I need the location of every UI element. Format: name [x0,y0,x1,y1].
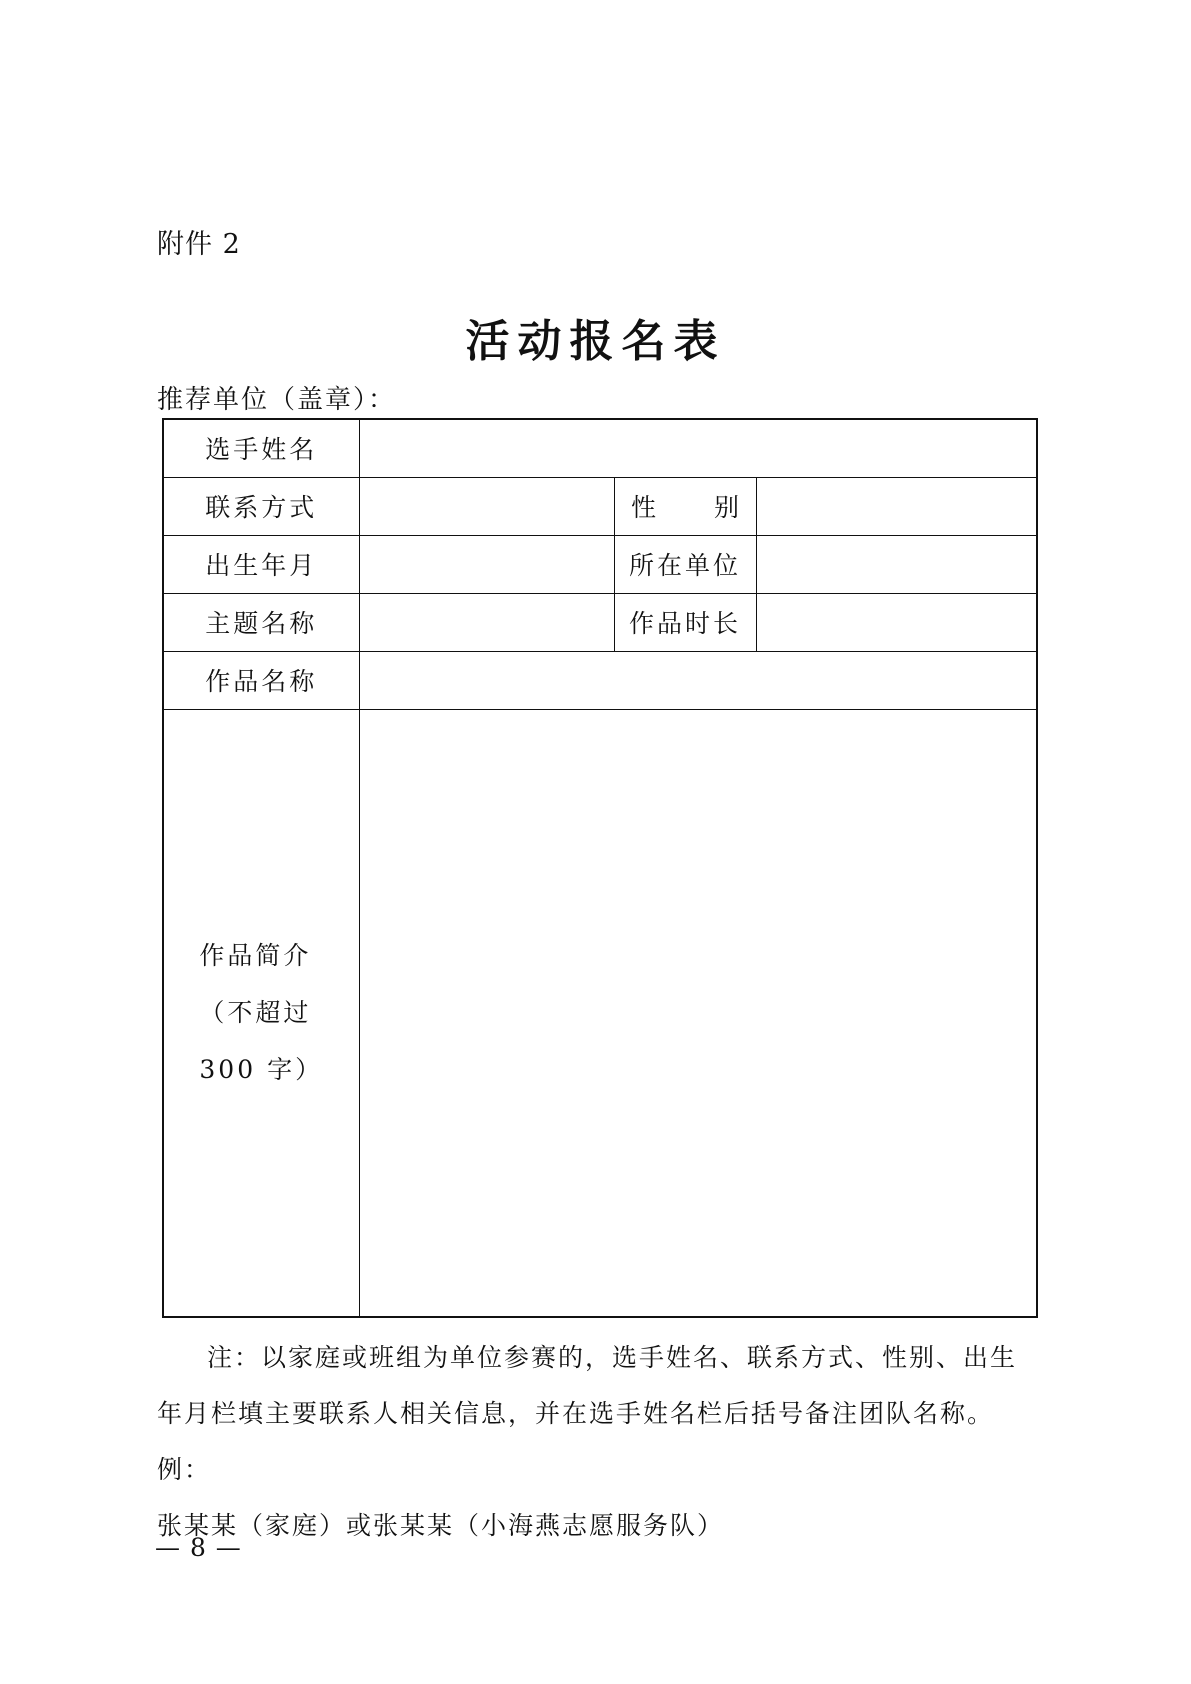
unit-label: 所在单位 [614,535,756,593]
unit-field[interactable] [756,535,1037,593]
recommender-unit-label: 推荐单位（盖章）： [157,385,397,415]
note-line-1: 注：以家庭或班组为单位参赛的，选手姓名、联系方式、性别、出生 [207,1343,1018,1372]
contact-field[interactable] [359,477,614,535]
gender-label [614,477,756,535]
page-number: — 8 — [155,1533,242,1562]
note-line-2: 年月栏填主要联系人相关信息，并在选手姓名栏后括号备注团队名称。例： [157,1399,995,1484]
theme-field[interactable] [359,593,614,651]
intro-label-line-3: 300 字） [199,1055,324,1085]
intro-label-line-2: （不超过 [199,998,312,1028]
birth-label: 出生年月 [163,535,359,593]
note-section [157,1330,1047,1554]
birth-field[interactable] [359,535,614,593]
page-title: 活动报名表 [465,316,726,367]
form-row-intro [163,709,1037,1317]
theme-label: 主题名称 [163,593,359,651]
note-line-3: 张某某（家庭）或张某某（小海燕志愿服务队） [157,1511,725,1540]
intro-field[interactable] [359,709,1037,1317]
work-name-field[interactable] [359,651,1037,709]
contact-label: 联系方式 [163,477,359,535]
intro-label [163,709,359,1317]
player-name-label: 选手姓名 [163,419,359,477]
form-row-work-name [163,651,1037,709]
form-row-birth [163,535,1037,593]
duration-label: 作品时长 [614,593,756,651]
gender-label-text: 性 别 [631,493,739,522]
intro-label-line-1: 作品简介 [199,941,312,971]
form-row-theme [163,593,1037,651]
gender-field[interactable] [756,477,1037,535]
duration-field[interactable] [756,593,1037,651]
form-row-player-name [163,419,1037,477]
form-row-contact [163,477,1037,535]
registration-form-table [162,418,1038,1318]
intro-label-box [199,927,323,1098]
work-name-label: 作品名称 [163,651,359,709]
player-name-field[interactable] [359,419,1037,477]
attachment-label: 附件 2 [157,229,241,260]
